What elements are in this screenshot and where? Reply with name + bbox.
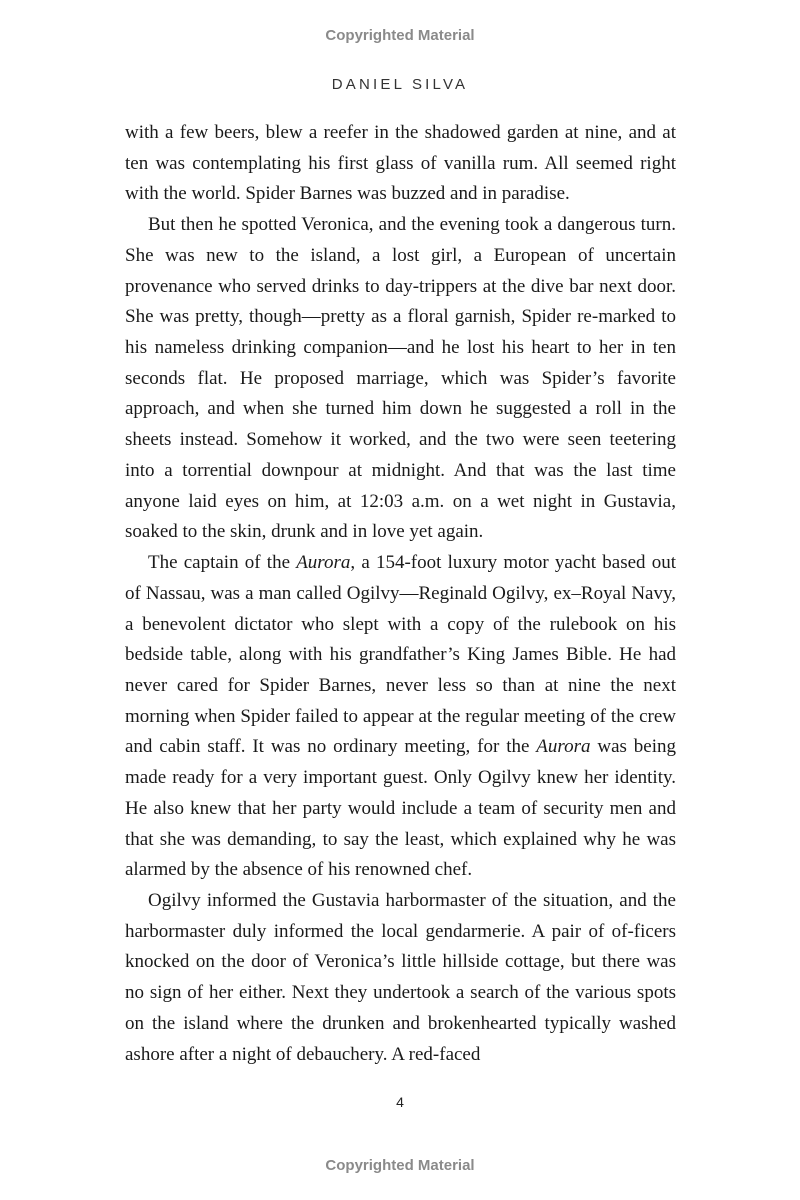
ship-name-italic: Aurora <box>296 552 351 574</box>
paragraph-3-text-b: , a 154-foot luxury motor yacht based out of Nassau, was a man called Ogilvy—Reginald Ogilvy, ex–Royal Navy, a benevolent dictator who slept with a copy of the rulebook on his bedside table, along with his grandfather’s King James Bible. He had never cared for Spider Barnes, never less so than at nine the next morning when Spider failed to appear at the regular meeting of the crew and cabin staff. It was no ordinary meeting, for the <box>125 552 676 758</box>
paragraph-1 <box>125 118 676 210</box>
paragraph-2 <box>125 210 676 548</box>
paragraph-2-text: But then he spotted Veronica, and the evening took a dangerous turn. She was new to the island, a lost girl, a European of uncertain provenance who served drinks to day-trippers at the dive bar next door. She was pretty, though—pretty as a floral garnish, Spider re-marked to his nameless drinking companion—and he lost his heart to her in ten seconds flat. He proposed marriage, which was Spider’s favorite approach, and when she turned him down he suggested a roll in the sheets instead. Somehow it worked, and the two were seen teetering into a torrential downpour at midnight. And that was the last time anyone laid eyes on him, at 12:03 a.m. on a wet night in Gustavia, soaked to the skin, drunk and in love yet again. <box>125 214 676 543</box>
paragraph-3-text-c: was being made ready for a very important guest. Only Ogilvy knew her identity. He also knew that her party would include a team of security men and that she was demanding, to say the least, which explained why he was alarmed by the absence of his renowned chef. <box>125 736 676 881</box>
ship-name-italic: Aurora <box>536 736 591 758</box>
running-head-author: DANIEL SILVA <box>331 76 469 93</box>
paragraph-4 <box>125 886 676 1070</box>
paragraph-1-text: with a few beers, blew a reefer in the shadowed garden at nine, and at ten was contemplating his first glass of vanilla rum. All seemed right with the world. Spider Barnes was buzzed and in paradise. <box>125 122 676 205</box>
page-number: 4 <box>396 1094 404 1110</box>
paragraph-4-text: Ogilvy informed the Gustavia harbormaster of the situation, and the harbormaster duly informed the local gendarmerie. A pair of of-ficers knocked on the door of Veronica’s little hillside cottage, but there was no sign of her either. Next they undertook a search of the various spots on the island where the drunken and brokenhearted typically washed ashore after a night of debauchery. A red-faced <box>125 889 676 1065</box>
body-text <box>125 118 676 1070</box>
copyright-watermark-top: Copyrighted Material <box>325 27 475 44</box>
copyright-watermark-bottom: Copyrighted Material <box>325 1157 475 1174</box>
paragraph-3-text-a: The captain of the <box>148 552 297 574</box>
paragraph-3 <box>125 548 676 886</box>
